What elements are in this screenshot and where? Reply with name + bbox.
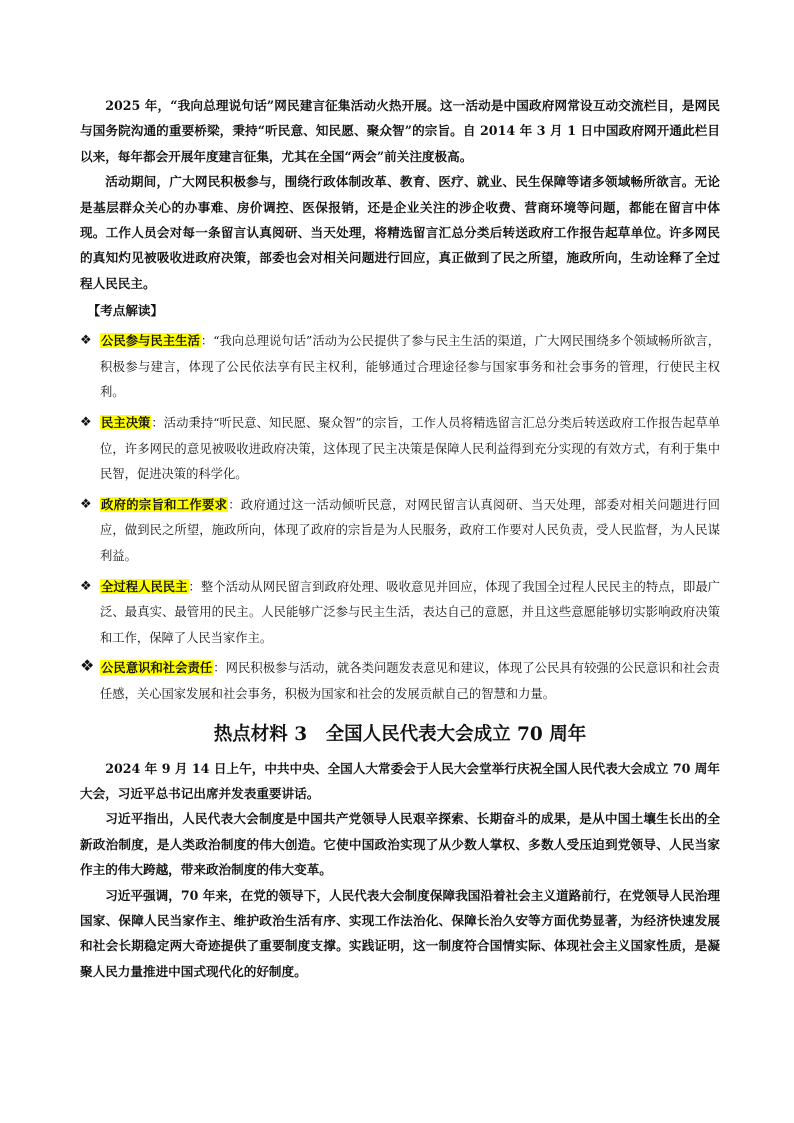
analysis-heading: 【考点解读】 <box>87 303 164 319</box>
bullet-text: ：网民积极参与活动，就各类问题发表意见和建议，体现了公民具有较强的公民意识和社会责任感，关心国家发展和社会事务，积极为国家和社会的发展贡献自己的智慧和力量。 <box>100 661 720 701</box>
analysis-bullet-1 <box>80 328 720 406</box>
highlighted-term: 全过程人民民主 <box>101 578 188 594</box>
bullet-text: ：整个活动从网民留言到政府处理、吸收意见并回应，体现了我国全过程人民民主的特点，即最广泛、最真实、最管用的民主。人民能够广泛参与民主生活，表达自己的意愿，并且这些意愿能够切实影响政府决策和工作，保障了人民当家作主。 <box>100 579 720 645</box>
analysis-bullet-3 <box>80 492 720 570</box>
section-3-paragraph-3: 习近平强调，70 年来，在党的领导下，人民代表大会制度保障我国沿着社会主义道路前行，在党领导人民治理国家、保障人民当家作主、维护政治生活有序、实现工作法治化、保障长治久安等方面优势显著，为经济快速发展和社会长期稳定两大奇迹提供了重要制度支撑。实践证明，这一制度符合国情实际、体现社会主义国家性质，是凝聚人民力量推进中国式现代化的好制度。 <box>80 887 720 979</box>
diamond-bullet-icon: ❖ <box>80 578 92 594</box>
highlighted-term: 公民参与民主生活 <box>101 333 200 349</box>
intro-paragraph-1: 2025 年，“我向总理说句话”网民建言征集活动火热开展。这一活动是中国政府网常设互动交流栏目，是网民与国务院沟通的重要桥梁，秉持“听民意、知民愿、聚众智”的宗旨。自 2014 年 3 月 1 日中国政府网开通此栏目以来，每年都会开展年度建言征集，尤其在全国“两会”前关注度极高。 <box>80 98 720 164</box>
section-3-paragraph-1: 2024 年 9 月 14 日上午，中共中央、全国人大常委会于人民大会堂举行庆祝全国人民代表大会成立 70 周年大会，习近平总书记出席并发表重要讲话。 <box>80 760 720 801</box>
document-body <box>80 93 720 984</box>
bullet-text: ：政府通过这一活动倾听民意，对网民留言认真阅研、当天处理，部委对相关问题进行回应，做到民之所望，施政所向，体现了政府的宗旨是为人民服务，政府工作要对人民负责，受人民监督，为人民谋利益。 <box>100 497 720 563</box>
diamond-bullet-icon: ❖ <box>80 656 95 676</box>
diamond-bullet-icon: ❖ <box>80 496 92 512</box>
diamond-bullet-icon: ❖ <box>80 333 92 349</box>
analysis-bullet-2 <box>80 410 720 488</box>
bullet-text: ：“我向总理说句话”活动为公民提供了参与民主生活的渠道，广大网民围绕多个领域畅所欲言，积极参与建言，体现了公民依法享有民主权利，能够通过合理途径参与国家事务和社会事务的管理，行使民主权利。 <box>100 334 720 400</box>
highlighted-term: 政府的宗旨和工作要求 <box>101 496 228 512</box>
diamond-bullet-icon: ❖ <box>80 415 92 431</box>
bullet-text: ：活动秉持“听民意、知民愿、聚众智”的宗旨，工作人员将精选留言汇总分类后转送政府工作报告起草单位，许多网民的意见被吸收进政府决策，这体现了民主决策是保障人民利益得到充分实现的有效方式，有利于集中民智，促进决策的科学化。 <box>100 416 720 482</box>
analysis-bullet-5 <box>80 655 720 707</box>
highlighted-term: 公民意识和社会责任 <box>101 660 213 676</box>
analysis-bullet-4 <box>80 574 720 652</box>
section-3-title: 热点材料 3 全国人民代表大会成立 70 周年 <box>213 723 587 745</box>
highlighted-term: 民主决策 <box>101 415 151 431</box>
intro-paragraph-2: 活动期间，广大网民积极参与，围绕行政体制改革、教育、医疗、就业、民生保障等诸多领域畅所欲言。无论是基层群众关心的办事难、房价调控、医保报销，还是企业关注的涉企收费、营商环境等问题，都能在留言中体现。工作人员会对每一条留言认真阅研、当天处理，将精选留言汇总分类后转送政府工作报告起草单位。许多网民的真知灼见被吸收进政府决策，部委也会对相关问题进行回应，真正做到了民之所望，施政所向，生动诠释了全过程人民民主。 <box>80 174 720 291</box>
section-3-paragraph-2: 习近平指出，人民代表大会制度是中国共产党领导人民艰辛探索、长期奋斗的成果，是从中国土壤生长出的全新政治制度，是人类政治制度的伟大创造。它使中国政治实现了从少数人掌权、多数人受压迫到党领导、人民当家作主的伟大跨越，带来政治制度的伟大变革。 <box>80 811 720 878</box>
